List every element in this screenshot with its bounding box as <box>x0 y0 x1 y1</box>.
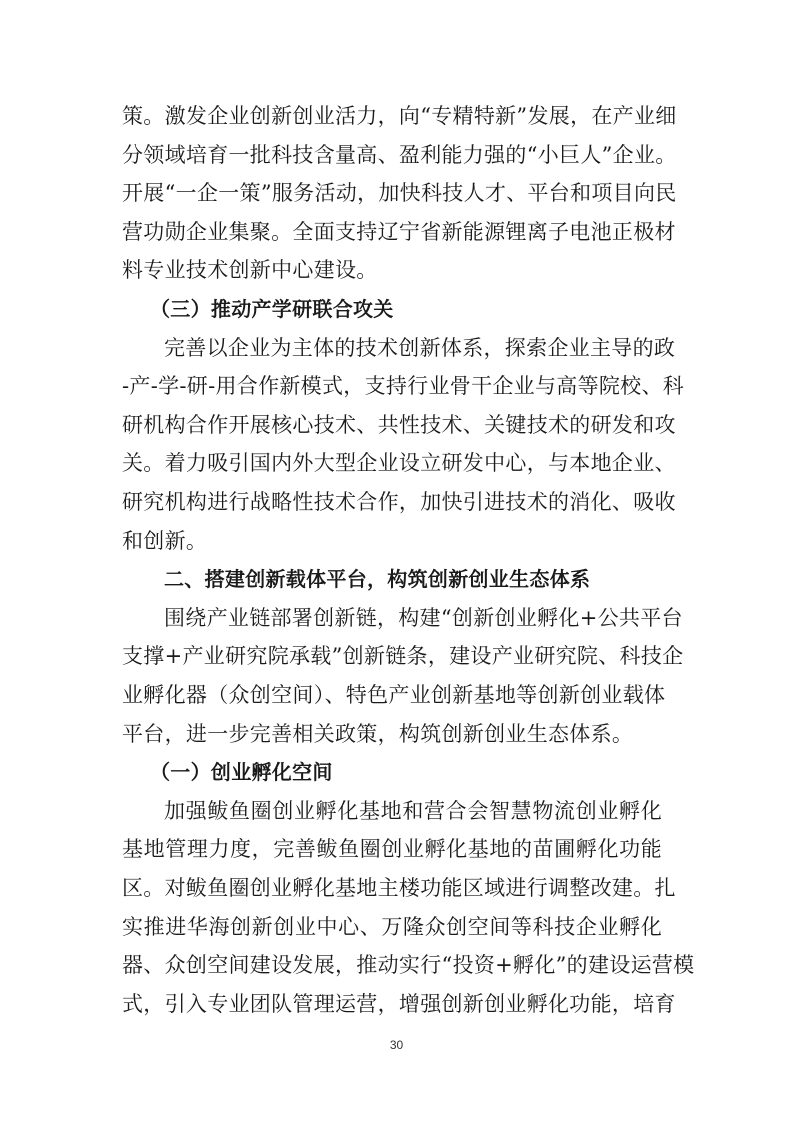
body-text-line: 支撑+产业研究院承载”创新链条，建设产业研究院、科技企 <box>122 644 684 669</box>
body-text-line: 实推进华海创新创业中心、万隆众创空间等科技企业孵化 <box>122 914 662 939</box>
body-text-line: 式，引入专业团队管理运营，增强创新创业孵化功能，培育 <box>122 991 676 1016</box>
body-text-line: 平台，进一步完善相关政策，构筑创新创业生态体系。 <box>122 721 634 746</box>
body-text-line: 策。激发企业创新创业活力，向“专精特新”发展，在产业细 <box>122 104 677 128</box>
body-text-line: 研机构合作开展核心技术、共性技术、关键技术的研发和攻 <box>122 412 676 437</box>
body-text-line: 关。着力吸引国内外大型企业设立研发中心，与本地企业、 <box>122 451 676 476</box>
body-text-line: 分领域培育一批科技含量高、盈利能力强的“小巨人”企业。 <box>122 142 677 167</box>
body-text-line: 器、众创空间建设发展，推动实行“投资+孵化”的建设运营模 <box>122 953 695 978</box>
section-heading: （三）推动产学研联合攻关 <box>150 297 394 321</box>
body-text-line: 完善以企业为主体的技术创新体系，探索企业主导的政 <box>164 335 676 360</box>
body-text-line: 区。对鲅鱼圈创业孵化基地主楼功能区域进行调整改建。扎 <box>122 876 676 900</box>
body-text-line: 加强鲅鱼圈创业孵化基地和营合会智慧物流创业孵化 <box>164 798 662 823</box>
body-text-line: 业孵化器（众创空间）、特色产业创新基地等创新创业载体 <box>122 683 666 707</box>
body-text-line: -产-学-研-用合作新模式，支持行业骨干企业与高等院校、科 <box>122 374 685 399</box>
body-text-line: 研究机构进行战略性技术合作，加快引进技术的消化、吸收 <box>122 490 676 514</box>
body-text-line: 营功勋企业集聚。全面支持辽宁省新能源锂离子电池正极材 <box>122 219 676 244</box>
page-number: 30 <box>389 1038 404 1052</box>
section-heading: （一）创业孵化空间 <box>150 760 333 785</box>
chapter-heading: 二、搭建创新载体平台，构筑创新创业生态体系 <box>164 567 591 592</box>
body-text-line: 料专业技术创新中心建设。 <box>122 258 378 283</box>
body-text-line: 基地管理力度，完善鲅鱼圈创业孵化基地的苗圃孵化功能 <box>122 837 662 862</box>
body-text-line: 和创新。 <box>122 528 208 553</box>
body-text-line: 开展“一企一策”服务活动，加快科技人才、平台和项目向民 <box>122 181 677 206</box>
body-text-line: 围绕产业链部署创新链，构建“创新创业孵化+公共平台 <box>164 605 683 630</box>
